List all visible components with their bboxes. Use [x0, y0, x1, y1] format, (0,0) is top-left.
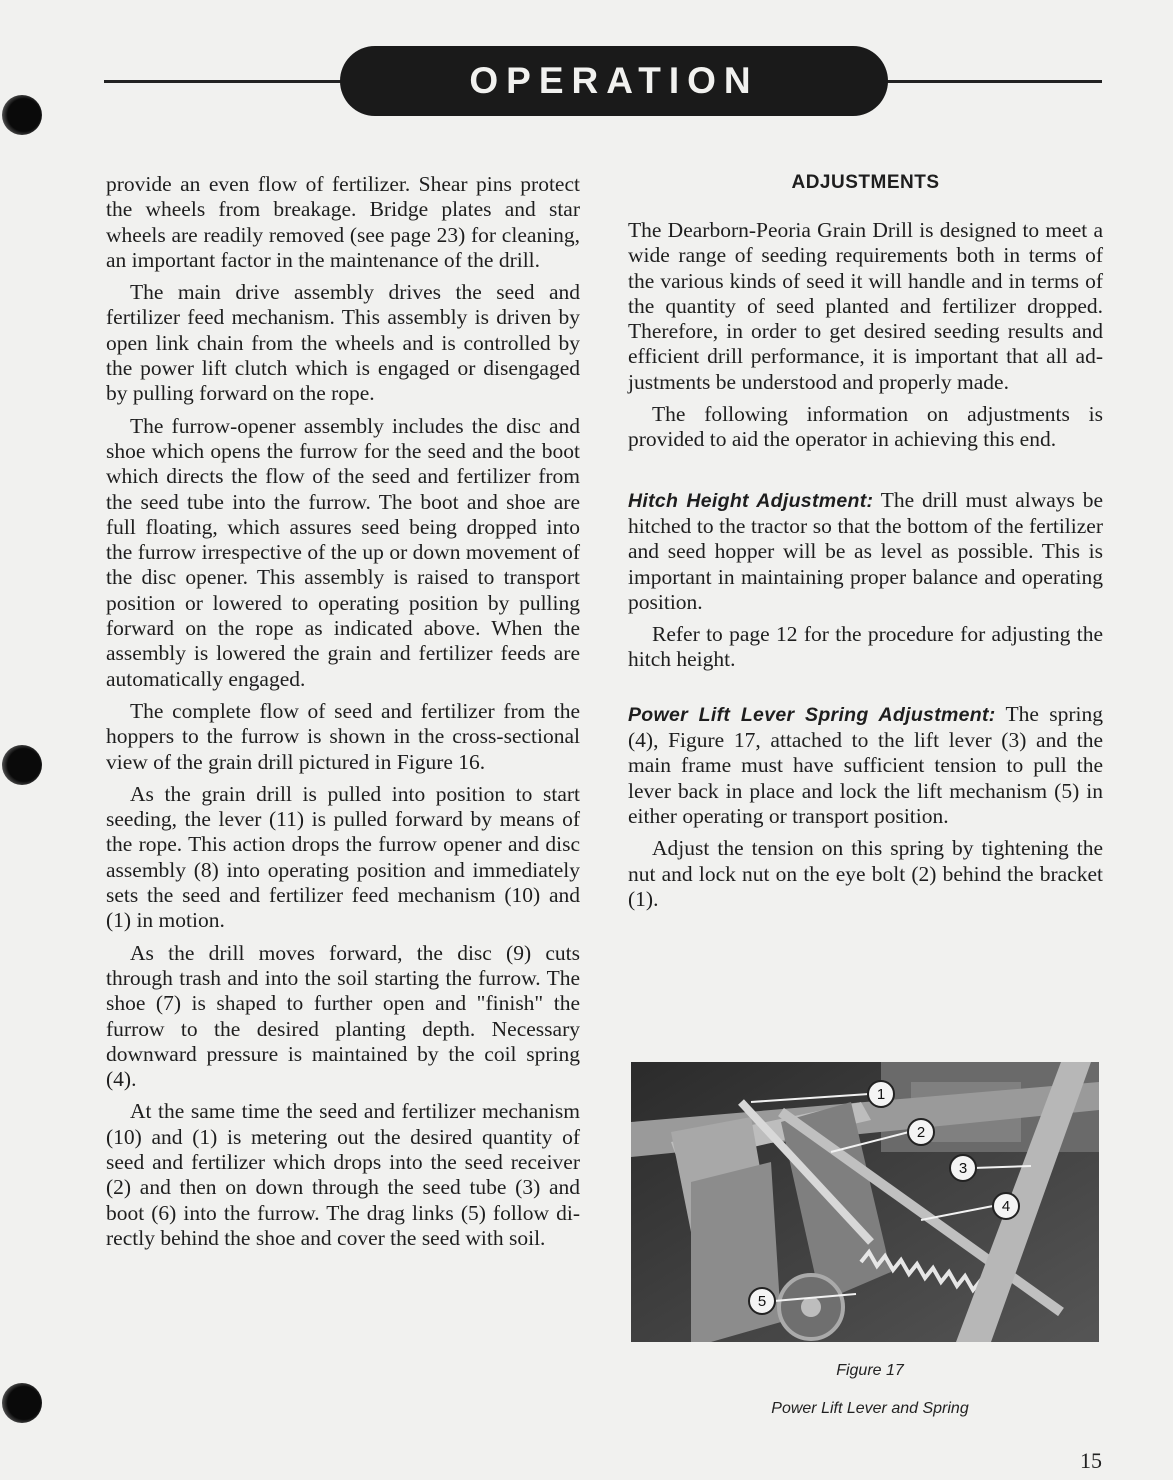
hitch-height-text: The drill must always be hitched to the tractor so that the bottom of the fertilizer and seed hopper will be as level as possible. This is important in maintaining proper balance and operating position.	[628, 487, 1103, 614]
binder-hole-middle	[2, 745, 42, 785]
binder-hole-bottom	[2, 1383, 42, 1423]
page-number: 15	[1080, 1448, 1102, 1473]
left-column	[106, 172, 580, 1258]
paragraph: The main drive assembly drives the seed and fertilizer feed mechanism. This assembly is driven by open link chain from the wheels and is controlled by the power lift clutch which is engaged or disengaged by pulling forward on the rope.	[106, 280, 580, 406]
callout-2-label: 2	[916, 1124, 926, 1141]
right-column	[628, 218, 1103, 919]
spring-adjustment-label: Power Lift Lever Spring Adjustment:	[628, 703, 996, 726]
adjustments-heading: ADJUSTMENTS	[791, 172, 940, 193]
section-banner	[340, 46, 888, 116]
spring-adjustment-paragraph	[628, 702, 1103, 829]
callout-5-label: 5	[757, 1293, 767, 1310]
spring-adjustment-text: The spring (4), Figure 17, attached to the lift lever (3) and the main frame must have sufficient tension to pull the lever back in place and lock the lift mechanism (5) in either operating or transport position.	[628, 701, 1103, 828]
figure-17-photo	[631, 1062, 1099, 1342]
paragraph: At the same time the seed and fertilizer mechanism (10) and (1) is metering out the desired quantity of seed and fertilizer which drops into the seed receiver (2) and then on down through the seed tube (3) and boot (6) into the furrow. The drag links (5) follow directly behind the shoe and cover the seed with soil.	[106, 1099, 580, 1250]
paragraph: The following information on adjustments is provided to aid the operator in achieving this end.	[628, 402, 1103, 452]
header-rule-right	[884, 80, 1102, 83]
paragraph: provide an even flow of fertilizer. Shear pins protect the wheels from breakage. Bridge plates and star wheels are readily removed (see page 23) for cleaning, an important factor in the maintenance of the drill.	[106, 172, 580, 272]
figure-caption-number: Figure 17	[836, 1362, 904, 1379]
binder-hole-top	[2, 95, 42, 135]
section-title: OPERATION	[469, 60, 759, 101]
hitch-height-paragraph	[628, 488, 1103, 615]
paragraph: The furrow-opener assembly includes the disc and shoe which opens the furrow for the seed and the boot which directs the flow of the seed and fertilizer from the seed tube into the furrow. The boot and shoe are full floating, which assures seed being dropped into the furrow irrespective of the up or down movement of the disc opener. This assembly is raised to transport position or lowered to operating position by pulling forward on the rope as indicated above. When the assembly is lowered the grain and fertilizer feeds are automatically engaged.	[106, 413, 580, 691]
hitch-height-label: Hitch Height Adjustment:	[628, 489, 874, 512]
paragraph: As the drill moves forward, the disc (9) cuts through trash and into the soil starting the furrow. The shoe (7) is shaped to further open and "finish" the furrow to the desired planting depth. Necessary downward pressure is maintained by the coil spring (4).	[106, 940, 580, 1092]
paragraph: The complete flow of seed and fertilizer from the hoppers to the furrow is shown in the cross-sectional view of the grain drill pictured in Figure 16.	[106, 698, 580, 774]
paragraph: As the grain drill is pulled into position to start seeding, the lever (11) is pulled forward by means of the rope. This action drops the furrow opener and disc assembly (8) into operating position and immediately sets the seed and fertilizer feed mechanism (10) and (1) in motion.	[106, 781, 580, 933]
header-rule-left	[104, 80, 344, 83]
callout-1-label: 1	[876, 1086, 886, 1103]
figure-caption-title: Power Lift Lever and Spring	[771, 1400, 969, 1417]
paragraph: Adjust the tension on this spring by tightening the nut and lock nut on the eye bolt (2) behind the bracket (1).	[628, 836, 1103, 911]
callout-4-label: 4	[1001, 1198, 1011, 1215]
paragraph: Refer to page 12 for the procedure for adjusting the hitch height.	[628, 622, 1103, 672]
callout-3-label: 3	[958, 1160, 968, 1177]
paragraph: The Dearborn-Peoria Grain Drill is designed to meet a wide range of seeding requirements both in terms of the various kinds of seed it will handle and in terms of the quantity of seed planted and fertilizer dropped. Therefore, in order to get desired seeding results and efficient drill performance, it is important that all adjustments be understood and properly made.	[628, 218, 1103, 394]
